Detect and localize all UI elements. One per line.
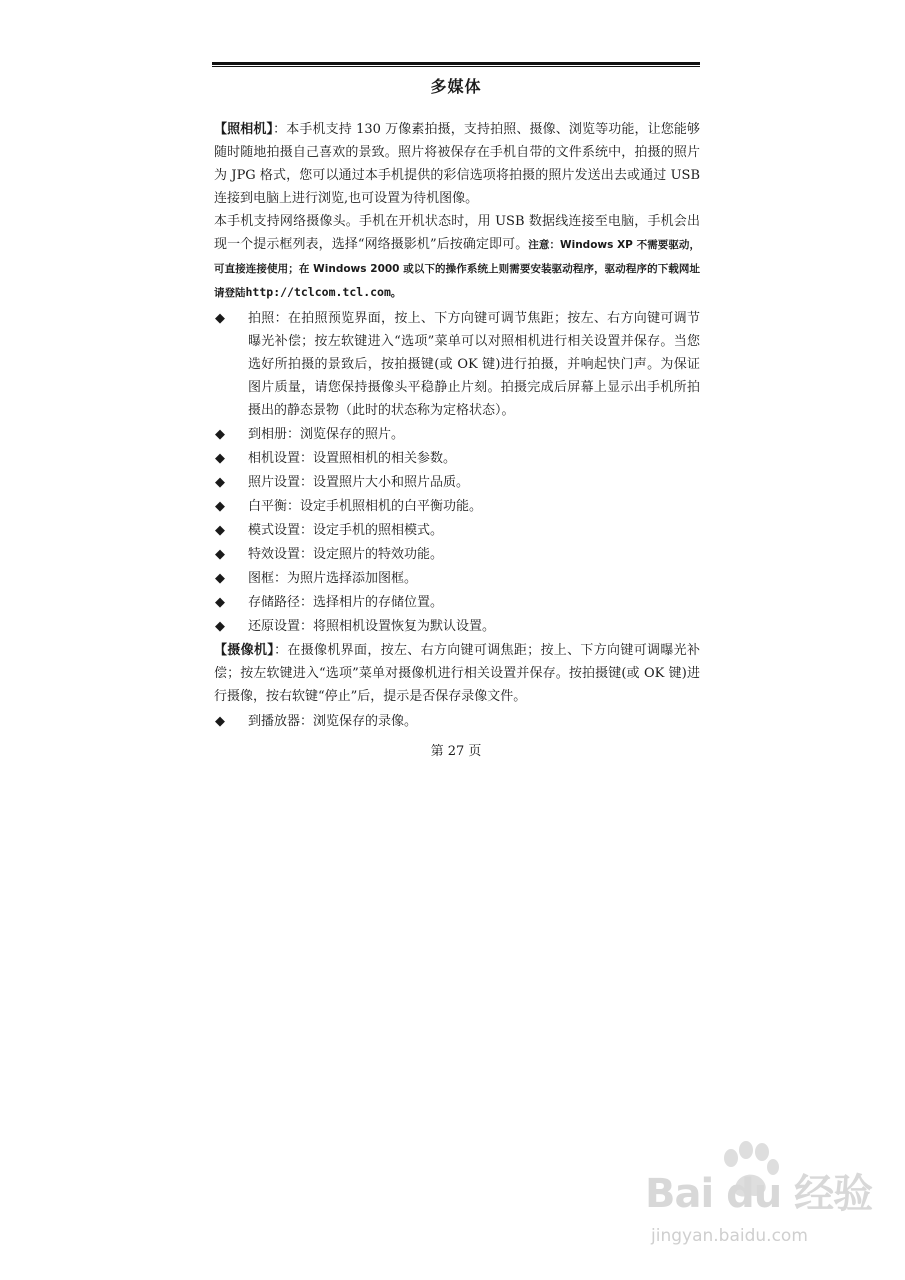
diamond-bullet-icon: ◆: [215, 311, 225, 326]
camera-section-label: 【照相机】: [214, 122, 274, 137]
driver-note: 注意：Windows XP 不需要驱动，可直接连接使用；在 Windows 2000 或以下的操作系统上则需要安装驱动程序，驱动程序的下载网址请登陆: [214, 239, 701, 299]
list-item: [214, 591, 700, 614]
diamond-bullet-icon: ◆: [215, 595, 225, 610]
list-item-text: 白平衡：设定手机照相机的白平衡功能。: [248, 499, 483, 514]
camera-option-list: [214, 307, 700, 638]
list-item-text: 拍照：在拍照预览界面，按上、下方向键可调节焦距；按左、右方向键可调节曝光补偿；按左软键进入“选项”菜单可以对照相机进行相关设置并保存。当您选好所拍摄的景致后，按拍摄键(或 OK 键)进行拍摄，并响起快门声。为保证图片质量，请您保持摄像头平稳静止片刻。拍摄完成后屏幕上显示出手机所拍摄出的静态景物（此时的状态称为定格状态）。: [248, 311, 700, 418]
diamond-bullet-icon: ◆: [215, 547, 225, 562]
list-item: [214, 519, 700, 542]
driver-url: http://tclcom.tcl.com: [245, 285, 391, 299]
webcam-paragraph: [214, 210, 700, 305]
list-item: [214, 710, 700, 733]
page-title: 多媒体: [430, 77, 482, 96]
list-item-text: 到播放器：浏览保存的录像。: [248, 714, 418, 729]
diamond-bullet-icon: ◆: [215, 523, 225, 538]
diamond-bullet-icon: ◆: [215, 571, 225, 586]
diamond-bullet-icon: ◆: [215, 499, 225, 514]
driver-note-end: 。: [390, 287, 402, 299]
diamond-bullet-icon: ◆: [215, 714, 225, 729]
diamond-bullet-icon: ◆: [215, 427, 225, 442]
camera-intro-paragraph: [214, 118, 700, 210]
baidu-watermark: [645, 1140, 885, 1270]
video-section-label: 【摄像机】: [214, 643, 275, 658]
page-number: 第 27 页: [430, 744, 482, 759]
list-item-text: 模式设置：设定手机的照相模式。: [248, 523, 444, 538]
video-intro-paragraph: [214, 639, 700, 708]
list-item-text: 还原设置：将照相机设置恢复为默认设置。: [248, 619, 496, 634]
watermark-logo-text: Bai du 经验: [645, 1171, 873, 1217]
diamond-bullet-icon: ◆: [215, 451, 225, 466]
list-item-text: 存储路径：选择相片的存储位置。: [248, 595, 444, 610]
list-item: [214, 423, 700, 446]
list-item: [214, 615, 700, 638]
list-item-text: 相机设置：设置照相机的相关参数。: [248, 451, 457, 466]
diamond-bullet-icon: ◆: [215, 475, 225, 490]
page-content: [214, 118, 700, 734]
list-item-text: 照片设置：设置照片大小和照片品质。: [248, 475, 470, 490]
list-item-text: 特效设置：设定照片的特效功能。: [248, 547, 444, 562]
list-item: [214, 567, 700, 590]
list-item: [214, 543, 700, 566]
video-option-list: [214, 710, 700, 733]
list-item: [214, 307, 700, 422]
header-rule-thin: [212, 66, 700, 67]
header-rule-thick: [212, 62, 700, 65]
list-item: [214, 447, 700, 470]
list-item-text: 到相册：浏览保存的照片。: [248, 427, 405, 442]
list-item: [214, 471, 700, 494]
video-intro-text: ：在摄像机界面，按左、右方向键可调焦距；按上、下方向键可调曝光补偿；按左软键进入“选项”菜单对摄像机进行相关设置并保存。按拍摄键(或 OK 键)进行摄像，按右软键“停止”后，提示是否保存录像文件。: [214, 643, 700, 704]
list-item: [214, 495, 700, 518]
webcam-text: 本手机支持网络摄像头。手机在开机状态时，用 USB 数据线连接至电脑，手机会出现一个提示框列表，选择“网络摄影机”后按确定即可。: [214, 214, 700, 252]
watermark-url: jingyan.baidu.com: [651, 1226, 808, 1246]
list-item-text: 图框：为照片选择添加图框。: [248, 571, 418, 586]
diamond-bullet-icon: ◆: [215, 619, 225, 634]
camera-intro-text: ：本手机支持 130 万像素拍摄，支持拍照、摄像、浏览等功能，让您能够随时随地拍摄自己喜欢的景致。照片将被保存在手机自带的文件系统中，拍摄的照片为 JPG 格式，您可以通过本手机提供的彩信选项将拍摄的照片发送出去或通过 USB 连接到电脑上进行浏览,也可设置为待机图像。: [214, 122, 700, 206]
